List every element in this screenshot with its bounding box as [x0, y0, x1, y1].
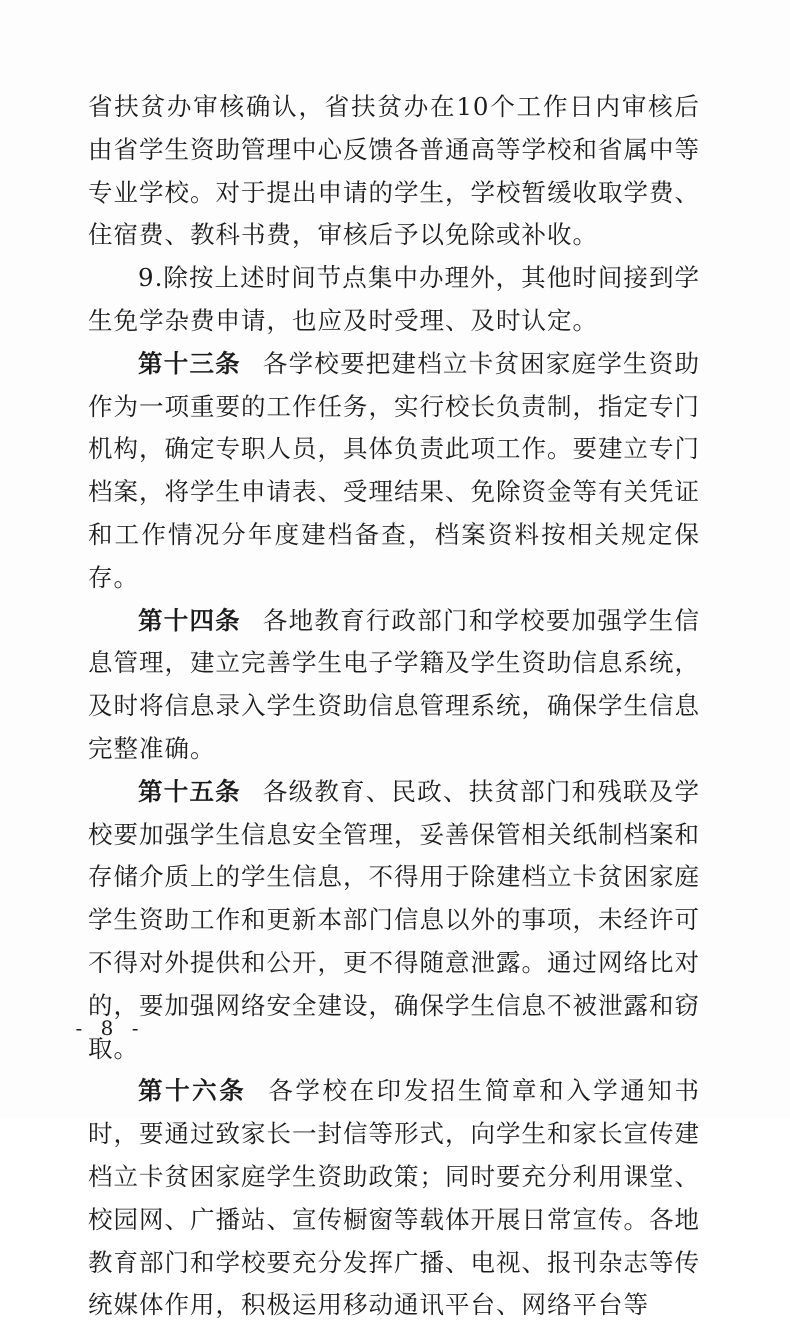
paragraph-text: 各级教育、民政、扶贫部门和残联及学校要加强学生信息安全管理，妥善保管相关纸制档案和存储介质上的学生信息，不得用于除建档立卡贫困家庭学生资助工作和更新本部门信息以外的事项，未经许可不得对外提供和公开，更不得随意泄露。通过网络比对的，要加强网络安全建设，确保学生信息不被泄露和窃取。	[88, 776, 701, 1063]
paragraph-continuation	[88, 86, 700, 257]
paragraph-text: 9.除按上述时间节点集中办理外，其他时间接到学生免学杂费申请，也应及时受理、及时认定。	[88, 263, 700, 335]
paragraph-text: 省扶贫办审核确认，省扶贫办在10个工作日内审核后由省学生资助管理中心反馈各普通高等学校和省属中等专业学校。对于提出申请的学生，学校暂缓收取学费、住宿费、教科书费，审核后予以免除或补收。	[88, 92, 700, 250]
article-title: 第十三条	[138, 348, 241, 378]
page-number: - 8 -	[75, 1016, 145, 1040]
paragraph-text: 各学校在印发招生简章和入学通知书时，要通过致家长一封信等形式，向学生和家长宣传建档立卡贫困家庭学生资助政策；同时要充分利用课堂、校园网、广播站、宣传橱窗等载体开展日常宣传。各地教育部门和学校要充分发挥广播、电视、报刊杂志等传统媒体作用，积极运用移动通讯平台、网络平台等	[88, 1076, 701, 1320]
article-title: 第十六条	[138, 1076, 247, 1106]
paragraph-article-16	[88, 1070, 700, 1327]
article-title: 第十四条	[138, 605, 241, 635]
paragraph-text: 各学校要把建档立卡贫困家庭学生资助作为一项重要的工作任务，实行校长负责制，指定专门机构，确定专职人员，具体负责此项工作。要建立专门档案，将学生申请表、受理结果、免除资金等有关凭证和工作情况分年度建档备查，档案资料按相关规定保存。	[88, 348, 701, 592]
paragraph-article-14	[88, 600, 700, 771]
document-body	[88, 86, 700, 1327]
paragraph-item-9	[88, 257, 700, 343]
article-title: 第十五条	[138, 776, 241, 806]
paragraph-article-13	[88, 343, 700, 600]
paragraph-text: 各地教育行政部门和学校要加强学生信息管理，建立完善学生电子学籍及学生资助信息系统，及时将信息录入学生资助信息管理系统，确保学生信息完整准确。	[88, 605, 701, 763]
